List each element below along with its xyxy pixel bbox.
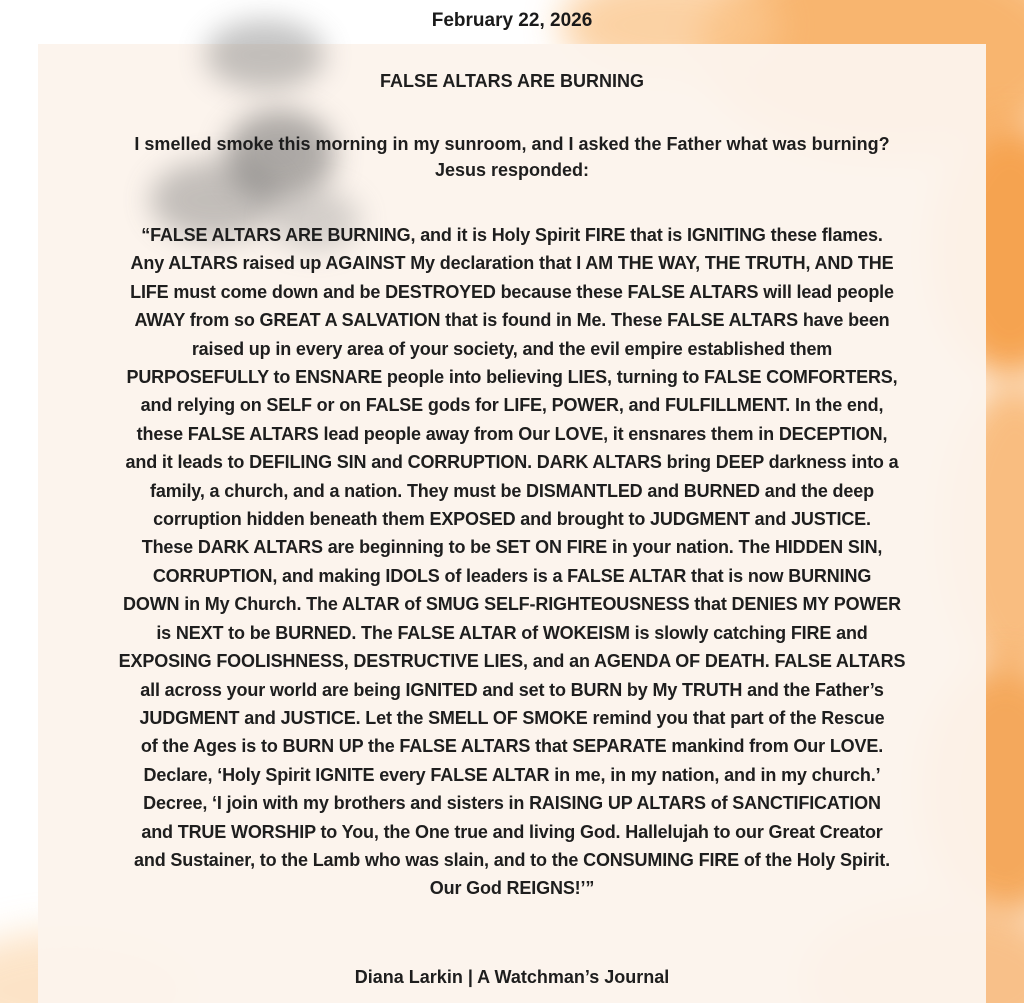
intro-line: I smelled smoke this morning in my sunroom, and I asked the Father what was burning?: [134, 134, 890, 154]
message-line: DOWN in My Church. The ALTAR of SMUG SELF-RIGHTEOUSNESS that DENIES MY POWER: [123, 594, 901, 615]
message-line: CORRUPTION, and making IDOLS of leaders is a FALSE ALTAR that is now BURNING: [152, 565, 872, 586]
message-line: family, a church, and a nation. They must be DISMANTLED and BURNED and the deep: [150, 480, 874, 501]
message-line: Declare, ‘Holy Spirit IGNITE every FALSE ALTAR in me, in my nation, and in my church.’: [143, 764, 881, 785]
message-paragraph: [0, 221, 1024, 903]
message-line: Our God REIGNS!’”: [429, 878, 595, 899]
message-line: corruption hidden beneath them EXPOSED and brought to JUDGMENT and JUSTICE.: [153, 509, 871, 530]
message-line: EXPOSING FOOLISHNESS, DESTRUCTIVE LIES, and an AGENDA OF DEATH. FALSE ALTARS: [118, 651, 906, 672]
author-signature: Diana Larkin | A Watchman’s Journal: [354, 967, 670, 987]
message-line: JUDGMENT and JUSTICE. Let the SMELL OF SMOKE remind you that part of the Rescue: [139, 707, 885, 728]
message-line: AWAY from so GREAT A SALVATION that is found in Me. These FALSE ALTARS have been: [134, 310, 890, 331]
message-line: and relying on SELF or on FALSE gods for LIFE, POWER, and FULFILLMENT. In the end,: [140, 395, 884, 416]
message-line: all across your world are being IGNITED and set to BURN by My TRUTH and the Father’s: [140, 679, 884, 700]
intro-paragraph: [0, 131, 1024, 183]
message-line: and it leads to DEFILING SIN and CORRUPTION. DARK ALTARS bring DEEP darkness into a: [125, 452, 899, 473]
message-line: LIFE must come down and be DESTROYED because these FALSE ALTARS will lead people: [130, 281, 894, 302]
message-line: These DARK ALTARS are beginning to be SET ON FIRE in your nation. The HIDDEN SIN,: [141, 537, 883, 558]
message-line: and Sustainer, to the Lamb who was slain, and to the CONSUMING FIRE of the Holy Spirit.: [133, 849, 891, 870]
message-line: Decree, ‘I join with my brothers and sisters in RAISING UP ALTARS of SANCTIFICATION: [143, 793, 881, 814]
message-line: Any ALTARS raised up AGAINST My declaration that I AM THE WAY, THE TRUTH, AND THE: [130, 253, 894, 274]
message-line: and TRUE WORSHIP to You, the One true and living God. Hallelujah to our Great Creator: [141, 821, 883, 842]
intro-line: Jesus responded:: [434, 160, 590, 180]
message-line: raised up in every area of your society, and the evil empire established them: [191, 338, 833, 359]
message-line: is NEXT to be BURNED. The FALSE ALTAR of WOKEISM is slowly catching FIRE and: [156, 622, 868, 643]
message-line: of the Ages is to BURN UP the FALSE ALTARS that SEPARATE mankind from Our LOVE.: [140, 736, 884, 757]
message-line: “FALSE ALTARS ARE BURNING, and it is Holy Spirit FIRE that is IGNITING these flames.: [141, 225, 883, 245]
journal-title: FALSE ALTARS ARE BURNING: [380, 71, 644, 91]
message-line: these FALSE ALTARS lead people away from Our LOVE, it ensnares them in DECEPTION,: [136, 423, 888, 444]
message-line: PURPOSEFULLY to ENSNARE people into believing LIES, turning to FALSE COMFORTERS,: [126, 367, 898, 388]
post-date: February 22, 2026: [431, 10, 593, 31]
